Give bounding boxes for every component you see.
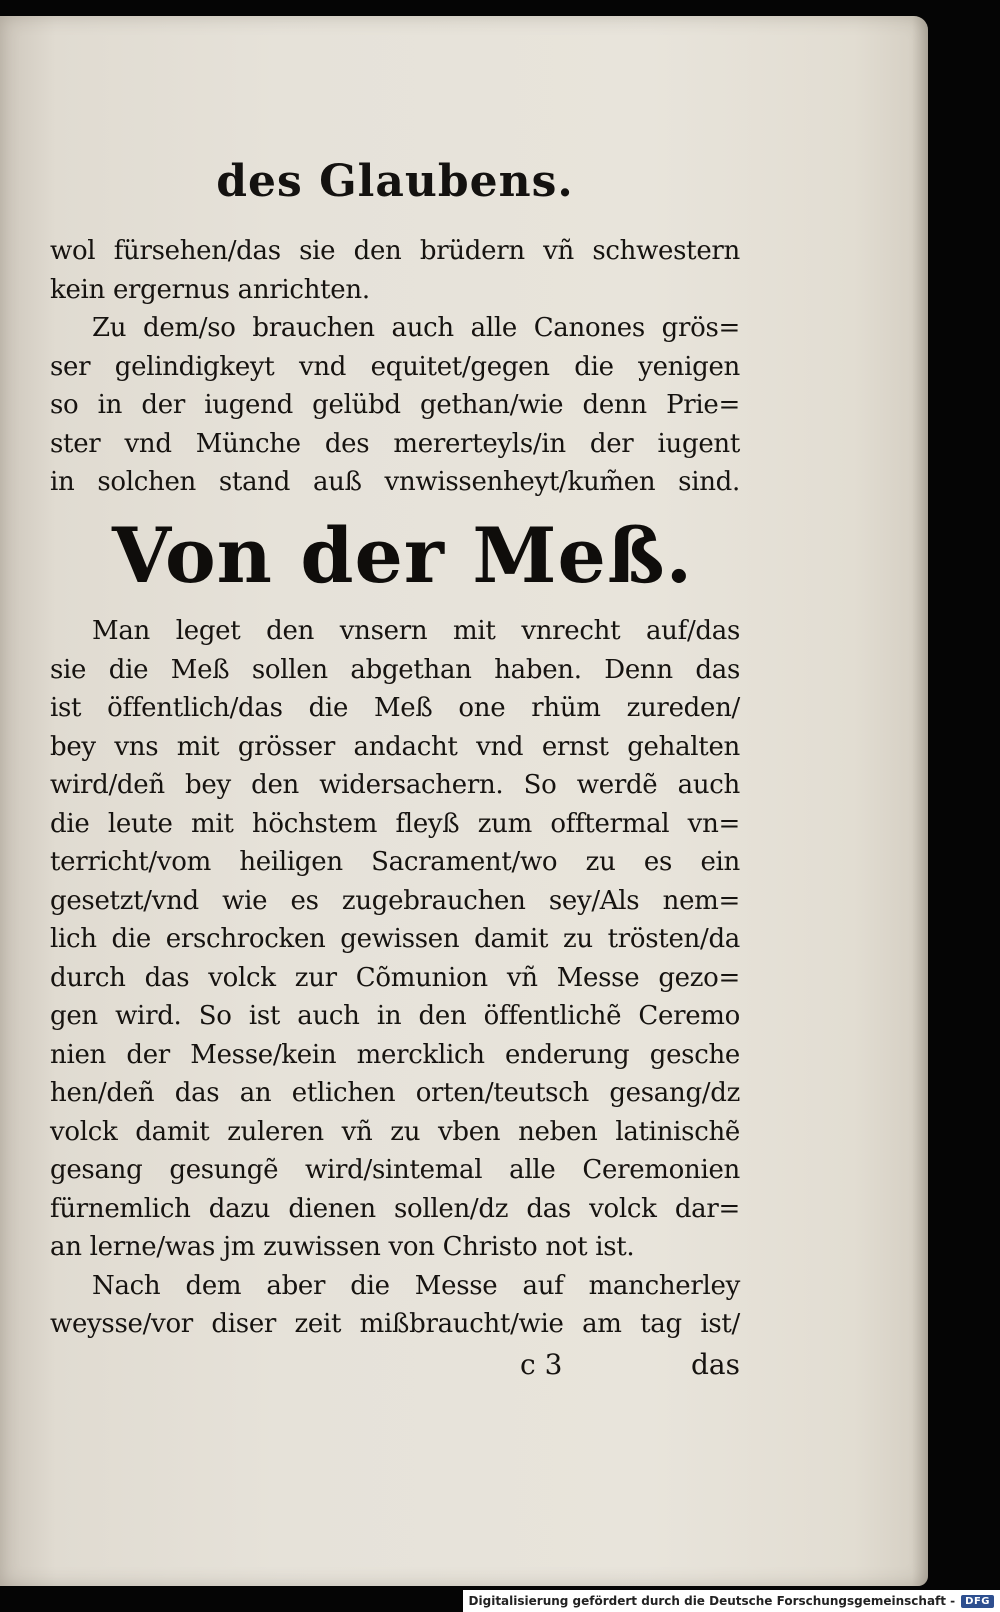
text-line: ser gelindigkeyt vnd equitet/gegen die yenigen <box>50 351 740 382</box>
text-line: so in der iugend gelübd gethan/wie denn Prie= <box>50 390 740 420</box>
catchword: das <box>691 1348 740 1381</box>
text-line: gesang gesungẽ wird/sintemal alle Ceremonien <box>50 1155 740 1185</box>
text-line: sie die Meß sollen abgethan haben. Denn das <box>50 654 740 685</box>
signature-mark: c 3 <box>520 1348 563 1381</box>
paragraph-1 <box>50 232 740 502</box>
text-line: gen wird. So ist auch in den öffentlichẽ Ceremo <box>50 1001 740 1031</box>
text-line: Nach dem aber die Messe auf mancherley <box>92 1270 740 1301</box>
text-line: lich die erschrocken gewissen damit zu trösten/da <box>50 924 740 954</box>
text-line: fürnemlich dazu dienen sollen/dz das volck dar= <box>50 1193 740 1224</box>
text-line: an lerne/was jm zuwissen von Christo not ist. <box>50 1232 635 1262</box>
text-line: wird/deñ bey den widersachern. So werdẽ auch <box>50 770 740 800</box>
text-line: wol fürsehen/das sie den brüdern vñ schwestern <box>50 236 740 266</box>
text-line: durch das volck zur Cõmunion vñ Messe gezo= <box>50 962 740 993</box>
book-page <box>0 16 928 1586</box>
text-line: bey vns mit grösser andacht vnd ernst gehalten <box>50 731 740 762</box>
text-line: Man leget den vnsern mit vnrecht auf/das <box>92 616 740 646</box>
text-line: volck damit zuleren vñ zu vben neben latinischẽ <box>50 1116 740 1147</box>
text-line: die leute mit höchstem fleyß zum offtermal vn= <box>50 808 740 839</box>
text-line: gesetzt/vnd wie es zugebrauchen sey/Als nem= <box>50 885 740 916</box>
paragraph-2 <box>50 612 740 1344</box>
running-head: des Glaubens. <box>216 156 574 207</box>
text-line: in solchen stand auß vnwissenheyt/kum̃en sind. <box>50 467 740 497</box>
credit-text: Digitalisierung gefördert durch die Deutsche Forschungsgemeinschaft - <box>468 1594 956 1608</box>
text-line: kein ergernus anrichten. <box>50 274 370 305</box>
section-title: Von der Meß. <box>112 511 694 600</box>
text-line: weysse/vor diser zeit mißbraucht/wie am tag ist/ <box>50 1309 740 1339</box>
text-line: Zu dem/so brauchen auch alle Canones grös= <box>92 313 740 343</box>
dfg-logo-icon: DFG <box>961 1595 994 1608</box>
text-line: ster vnd Münche des mererteyls/in der iugent <box>50 428 740 459</box>
text-line: hen/deñ das an etlichen orten/teutsch gesang/dz <box>50 1078 740 1108</box>
credit-bar <box>463 1590 1000 1612</box>
text-line: terricht/vom heiligen Sacrament/wo zu es ein <box>50 847 740 877</box>
text-line: nien der Messe/kein mercklich enderung gesche <box>50 1039 740 1070</box>
text-line: ist öffentlich/das die Meß one rhüm zureden/ <box>50 693 740 723</box>
